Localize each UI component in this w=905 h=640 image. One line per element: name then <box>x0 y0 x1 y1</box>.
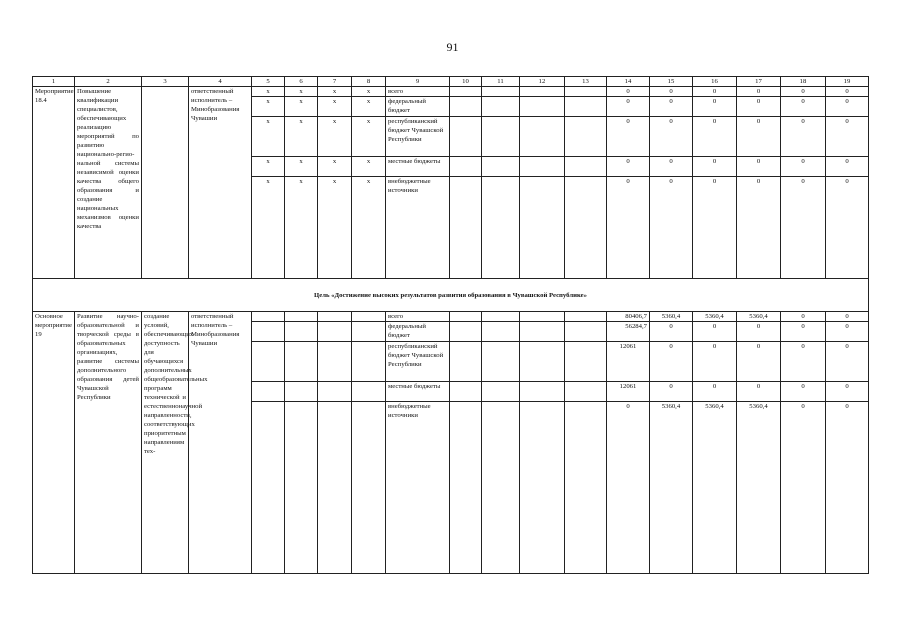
col-header: 2 <box>75 77 142 87</box>
table-cell: 0 <box>826 322 869 342</box>
table-cell: 5360,4 <box>693 312 737 322</box>
funding-source: федеральный бюджет <box>386 97 450 117</box>
goal-row <box>33 279 869 312</box>
table-cell: x <box>352 177 386 279</box>
col-header: 4 <box>189 77 252 87</box>
funding-source: республиканский бюджет Чувашской Республики <box>386 342 450 382</box>
table-cell: 0 <box>781 157 826 177</box>
main-measure-executor: ответственный исполнитель – Минобразования Чувашии <box>189 312 252 574</box>
table-cell: 0 <box>826 87 869 97</box>
table-cell: x <box>318 157 352 177</box>
col-header: 8 <box>352 77 386 87</box>
col-header: 16 <box>693 77 737 87</box>
main-measure-objective: создание условий, обеспечивающих доступность для обучающихся дополнительных общеобразовательных программ технической и естественнонаучной направленности, соответствующих приоритетным направлениям тех- <box>142 312 189 574</box>
funding-source: местные бюджеты <box>386 157 450 177</box>
table-cell: x <box>352 117 386 157</box>
table-row <box>33 87 869 97</box>
table-cell: 0 <box>693 342 737 382</box>
table-cell: 0 <box>781 97 826 117</box>
funding-source: федеральный бюджет <box>386 322 450 342</box>
table-cell: 5360,4 <box>650 402 693 574</box>
col-header: 10 <box>450 77 482 87</box>
table-cell: 0 <box>693 97 737 117</box>
col-header: 19 <box>826 77 869 87</box>
table-cell: 0 <box>826 402 869 574</box>
table-cell: 0 <box>650 117 693 157</box>
header-row <box>33 77 869 87</box>
table-cell: 0 <box>650 157 693 177</box>
table-cell: 0 <box>693 177 737 279</box>
col-header: 12 <box>520 77 565 87</box>
table-cell: 0 <box>607 97 650 117</box>
table-cell: 0 <box>781 322 826 342</box>
table-cell: x <box>252 157 285 177</box>
table-cell: 0 <box>781 402 826 574</box>
table-cell: 0 <box>781 312 826 322</box>
table-cell: x <box>285 117 318 157</box>
col-header: 1 <box>33 77 75 87</box>
col-header: 11 <box>482 77 520 87</box>
table-cell: 0 <box>826 342 869 382</box>
funding-source: внебюджетные источники <box>386 177 450 279</box>
table-cell: 0 <box>781 87 826 97</box>
measure-objective <box>142 87 189 279</box>
col-header: 18 <box>781 77 826 87</box>
table-cell: x <box>318 97 352 117</box>
col-header: 15 <box>650 77 693 87</box>
table-cell: 0 <box>737 117 781 157</box>
measure-executor: ответственный исполнитель – Минобразования Чувашии <box>189 87 252 279</box>
table-cell: 0 <box>693 87 737 97</box>
table-cell: 0 <box>737 382 781 402</box>
program-table <box>32 76 869 574</box>
col-header: 13 <box>565 77 607 87</box>
table-cell: x <box>285 97 318 117</box>
funding-source: всего <box>386 87 450 97</box>
col-header: 17 <box>737 77 781 87</box>
table-cell: 12061 <box>607 382 650 402</box>
col-header: 3 <box>142 77 189 87</box>
table-cell: 0 <box>826 312 869 322</box>
table-cell: x <box>252 97 285 117</box>
table-cell: 0 <box>737 177 781 279</box>
table-cell: 0 <box>826 177 869 279</box>
table-cell: 5360,4 <box>650 312 693 322</box>
table-cell: x <box>285 177 318 279</box>
table-cell: 0 <box>650 87 693 97</box>
table-cell: 0 <box>650 322 693 342</box>
table-cell: 0 <box>826 117 869 157</box>
table-cell: 0 <box>826 382 869 402</box>
table-cell: 0 <box>737 87 781 97</box>
table-cell: x <box>252 117 285 157</box>
table-cell: 0 <box>781 382 826 402</box>
table-cell: 0 <box>693 322 737 342</box>
table-cell: 0 <box>781 117 826 157</box>
table-cell: 5360,4 <box>693 402 737 574</box>
table-cell: x <box>318 87 352 97</box>
table-cell: 5360,4 <box>737 402 781 574</box>
table-cell: x <box>352 97 386 117</box>
main-measure-code: Основное мероприятие 19 <box>33 312 75 574</box>
table-cell: 0 <box>781 342 826 382</box>
col-header: 14 <box>607 77 650 87</box>
page-number: 91 <box>446 40 459 54</box>
table-cell: 0 <box>650 177 693 279</box>
table-cell: 12061 <box>607 342 650 382</box>
table-cell: 0 <box>737 97 781 117</box>
col-header: 7 <box>318 77 352 87</box>
table-cell: 0 <box>737 157 781 177</box>
table-cell: 0 <box>737 342 781 382</box>
table-cell: 0 <box>607 402 650 574</box>
table-cell: 0 <box>650 342 693 382</box>
table-cell: 0 <box>693 382 737 402</box>
table-cell: 0 <box>650 97 693 117</box>
main-measure-name: Развитие научно-образовательной и творческой среды в образовательных организациях, развитие системы дополнительного образования детей Чувашской Республики <box>75 312 142 574</box>
col-header: 9 <box>386 77 450 87</box>
table-cell: x <box>352 87 386 97</box>
table-cell: 0 <box>781 177 826 279</box>
table-cell: x <box>252 177 285 279</box>
funding-source: местные бюджеты <box>386 382 450 402</box>
table-cell: 5360,4 <box>737 312 781 322</box>
table-cell: x <box>318 177 352 279</box>
table-row <box>33 312 869 322</box>
table-cell: 0 <box>650 382 693 402</box>
table-cell: 0 <box>737 322 781 342</box>
measure-code: Мероприятие 18.4 <box>33 87 75 279</box>
funding-source: всего <box>386 312 450 322</box>
col-header: 6 <box>285 77 318 87</box>
col-header: 5 <box>252 77 285 87</box>
table-cell: 0 <box>607 87 650 97</box>
measure-name: Повышение квалификации специалистов, обеспечивающих реализацию мероприятий по развитию национально-регио-нальной системы независимой оценки качества общего образования и создание национальных механизмов оценки качества <box>75 87 142 279</box>
table-cell: 0 <box>826 157 869 177</box>
table-cell: x <box>352 157 386 177</box>
table-cell: x <box>285 87 318 97</box>
table-cell: 0 <box>693 157 737 177</box>
table-cell: 56284,7 <box>607 322 650 342</box>
table-cell: x <box>252 87 285 97</box>
goal-heading: Цель «Достижение высоких результатов развития образования в Чувашской Республике» <box>33 279 869 312</box>
table-cell: 0 <box>607 157 650 177</box>
table-cell: 0 <box>607 177 650 279</box>
table-cell: x <box>285 157 318 177</box>
funding-source: республиканский бюджет Чувашской Республики <box>386 117 450 157</box>
table-cell: 80406,7 <box>607 312 650 322</box>
table-cell: 0 <box>607 117 650 157</box>
table-cell: x <box>318 117 352 157</box>
table-cell: 0 <box>826 97 869 117</box>
table-cell: 0 <box>693 117 737 157</box>
funding-source: внебюджетные источники <box>386 402 450 574</box>
